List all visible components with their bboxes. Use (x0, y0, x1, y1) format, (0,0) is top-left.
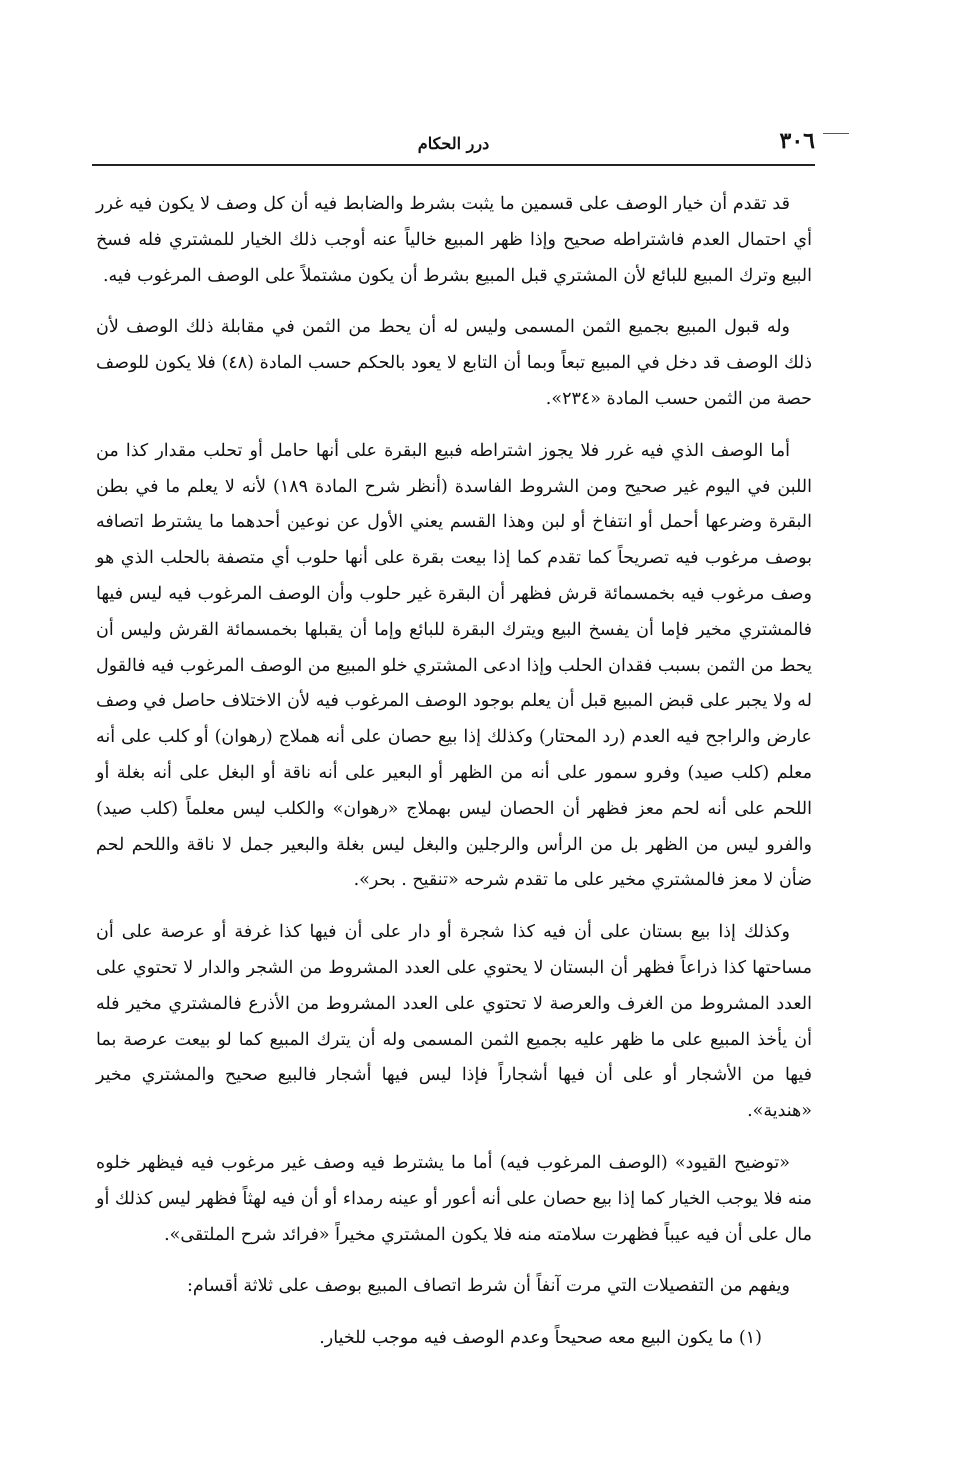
page-number: ٣٠٦ (779, 128, 815, 154)
list-item: (١) ما يكون البيع معه صحيحاً وعدم الوصف فيه موجب للخيار. (319, 1328, 762, 1349)
paragraph: ويفهم من التفصيلات التي مرت آنفاً أن شرط اتصاف المبيع بوصف على ثلاثة أقسام: (186, 1276, 790, 1297)
header-divider (92, 164, 815, 166)
paragraph: وكذلك إذا بيع بستان على أن فيه كذا شجرة أو دار على أن فيها كذا غرفة أو عرصة على أن مساحتها كذا ذراعاً فظهر أن البستان لا يحتوي على العدد المشروط من الشجر والدار لا تحتوي على العدد المشروط من الغرف والعرصة لا تحتوي على العدد المشروط من الأذرع فالمشتري مخير فله أن يأخذ المبيع على ما ظهر عليه بجميع الثمن المسمى وله أن يترك المبيع كما لو بيعت عرصة بما فيها من الأشجار أو على أن فيها أشجاراً فإذا ليس فيها أشجار فالبيع صحيح والمشتري مخير «هندية». (96, 922, 812, 1122)
paragraph: قد تقدم أن خيار الوصف على قسمين ما يثبت بشرط والضابط فيه أن كل وصف لا يكون فيه غرر أي احتمال العدم فاشتراطه صحيح وإذا ظهر المبيع خالياً عنه أوجب ذلك الخيار للمشتري فله فسخ البيع وترك المبيع للبائع لأن المشتري قبل المبيع بشرط أن يكون مشتملاً على الوصف المرغوب فيه. (96, 194, 812, 286)
paragraph: أما الوصف الذي فيه غرر فلا يجوز اشتراطه فبيع البقرة على أنها حامل أو تحلب مقدار كذا من اللبن في اليوم غير صحيح ومن الشروط الفاسدة (أنظر شرح المادة ١٨٩) لأنه لا يعلم ما في بطن البقرة وضرعها أحمل أو انتفاخ أو لبن وهذا القسم يعني الأول عن نوعين أحدهما ما يشترط اتصافه بوصف مرغوب فيه تصريحاً كما تقدم كما إذا بيعت بقرة على أنها حلوب أي متصفة بالحلب الذي هو وصف مرغوب فيه بخمسمائة قرش فظهر أن البقرة غير حلوب وأن الوصف المرغوب فيه ليس فيها فالمشتري مخير فإما أن يفسخ البيع ويترك البقرة للبائع وإما أن يقبلها بخمسمائة القرش وليس أن يحط من الثمن بسبب فقدان الحلب وإذا ادعى المشتري خلو المبيع من الوصف المرغوب فيه فالقول له ولا يجبر على قبض المبيع قبل أن يعلم بوجود الوصف المرغوب فيه لأن الاختلاف حاصل في وصف عارض والراجح فيه العدم (رد المحتار) وكذلك إذا بيع حصان على أنه هملاج (رهوان) أو كلب على أنه معلم (كلب صيد) وفرو سمور على أنه من الظهر أو البعير على أنه ناقة أو البغل على أنه بغلة أو اللحم على أنه لحم معز فظهر أن الحصان ليس بهملاج «رهوان» والكلب ليس معلماً (كلب صيد) والفرو ليس من الظهر بل من الرأس والرجلين والبغل ليس بغلة والبعير جمل لا ناقة واللحم لحم ضأن لا معز فالمشتري مخير على ما تقدم شرحه «تنقيح . بحر». (96, 440, 812, 891)
page-header (92, 128, 815, 162)
paragraph: «توضيح القيود» (الوصف المرغوب فيه) أما ما يشترط فيه وصف غير مرغوب فيه فيظهر خلوه منه فلا يوجب الخيار كما إذا بيع حصان على أنه أعور أو عينه رمداء أو أن فيه لهثاً فظهر ليس كذلك أو مال على أن فيه عيباً فظهرت سلامته منه فلا يكون المشتري مخيراً «فرائد شرح الملتقى». (96, 1152, 812, 1245)
page-body (96, 187, 812, 1373)
paragraph: وله قبول المبيع بجميع الثمن المسمى وليس له أن يحط من الثمن في مقابلة ذلك الوصف لأن ذلك الوصف قد دخل في المبيع تبعاً وبما أن التابع لا يعود بالحكم حسب المادة (٤٨) فلا يكون للوصف حصة من الثمن حسب المادة «٢٣٤». (96, 317, 812, 409)
running-title: درر الحكام (417, 134, 490, 153)
corner-mark (823, 133, 849, 134)
